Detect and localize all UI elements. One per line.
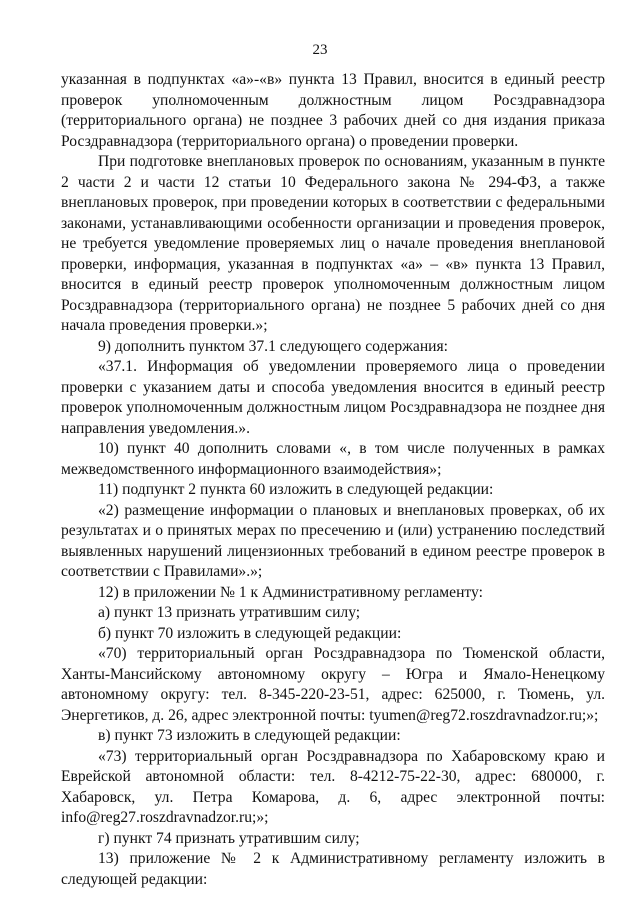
paragraph-2: При подготовке внеплановых проверок по основаниям, указанным в пункте 2 части 2 и части 12 статьи 10 Федерального закона № 294-ФЗ, а также внеплановых проверок, при проведении которых в соответствии с федеральными законами, устанавливающими особенности организации и проведения проверок, не требуется уведомление проверяемых лиц о начале проведения внеплановой проверки, информация, указанная в подпунктах «а» – «в» пункта 13 Правил, вносится в единый реестр проверок уполномоченным должностным лицом Росздравнадзора (территориального органа) не позднее 5 рабочих дней со дня начала проведения проверки.»; [61,153,605,334]
paragraph-14: г) пункт 74 признать утратившим силу; [98,829,360,847]
paragraph-11: «70) территориальный орган Росздравнадзора по Тюменской области, Ханты-Мансийскому автономному округу – Югра и Ямало-Ненецкому автономному округу: тел. 8-345-220-23-51, адрес: 625000, г. Тюмень, ул. Энергетиков, д. 26, адрес электронной почты: tyumen@reg72.roszdravnadzor.ru;»; [61,645,605,724]
paragraph-10: б) пункт 70 изложить в следующей редакции: [98,624,402,642]
page-number: 23 [312,42,328,58]
paragraph-9: а) пункт 13 признать утратившим силу; [98,604,361,621]
document-body [61,70,605,890]
paragraph-12: в) пункт 73 изложить в следующей редакции: [98,727,401,744]
paragraph-5: 10) пункт 40 дополнить словами «, в том числе полученных в рамках межведомственного информационного взаимодействия»; [61,440,605,478]
paragraph-7: «2) размещение информации о плановых и внеплановых проверках, об их результатах и о принятых мерах по пресечению и (или) устранению последствий выявленных нарушений лицензионных требований в едином реестре проверок в соответствии с Правилами».»; [61,501,605,580]
paragraph-4: «37.1. Информация об уведомлении проверяемого лица о проведении проверки с указанием даты и способа уведомления вносится в единый реестр проверок уполномоченным должностным лицом Росздравнадзора не позднее дня направления уведомления.». [61,358,605,437]
paragraph-13: «73) территориальный орган Росздравнадзора по Хабаровскому краю и Еврейской автономной области: тел. 8-4212-75-22-30, адрес: 680000, г. Хабаровск, ул. Петра Комарова, д. 6, адрес электронной почты: info@reg27.roszdravnadzor.ru;»; [61,747,605,826]
paragraph-15: 13) приложение № 2 к Административному регламенту изложить в следующей редакции: [61,850,605,888]
paragraph-1: указанная в подпунктах «а»-«в» пункта 13 Правил, вносится в единый реестр проверок уполномоченным должностным лицом Росздравнадзора (территориального органа) не позднее 3 рабочих дней со дня издания приказа Росздравнадзора (территориального органа) о проведении проверки. [61,71,605,150]
paragraph-8: 12) в приложении № 1 к Административному регламенту: [98,583,483,601]
paragraph-6: 11) подпункт 2 пункта 60 изложить в следующей редакции: [98,481,494,498]
paragraph-3: 9) дополнить пунктом 37.1 следующего содержания: [98,337,449,355]
